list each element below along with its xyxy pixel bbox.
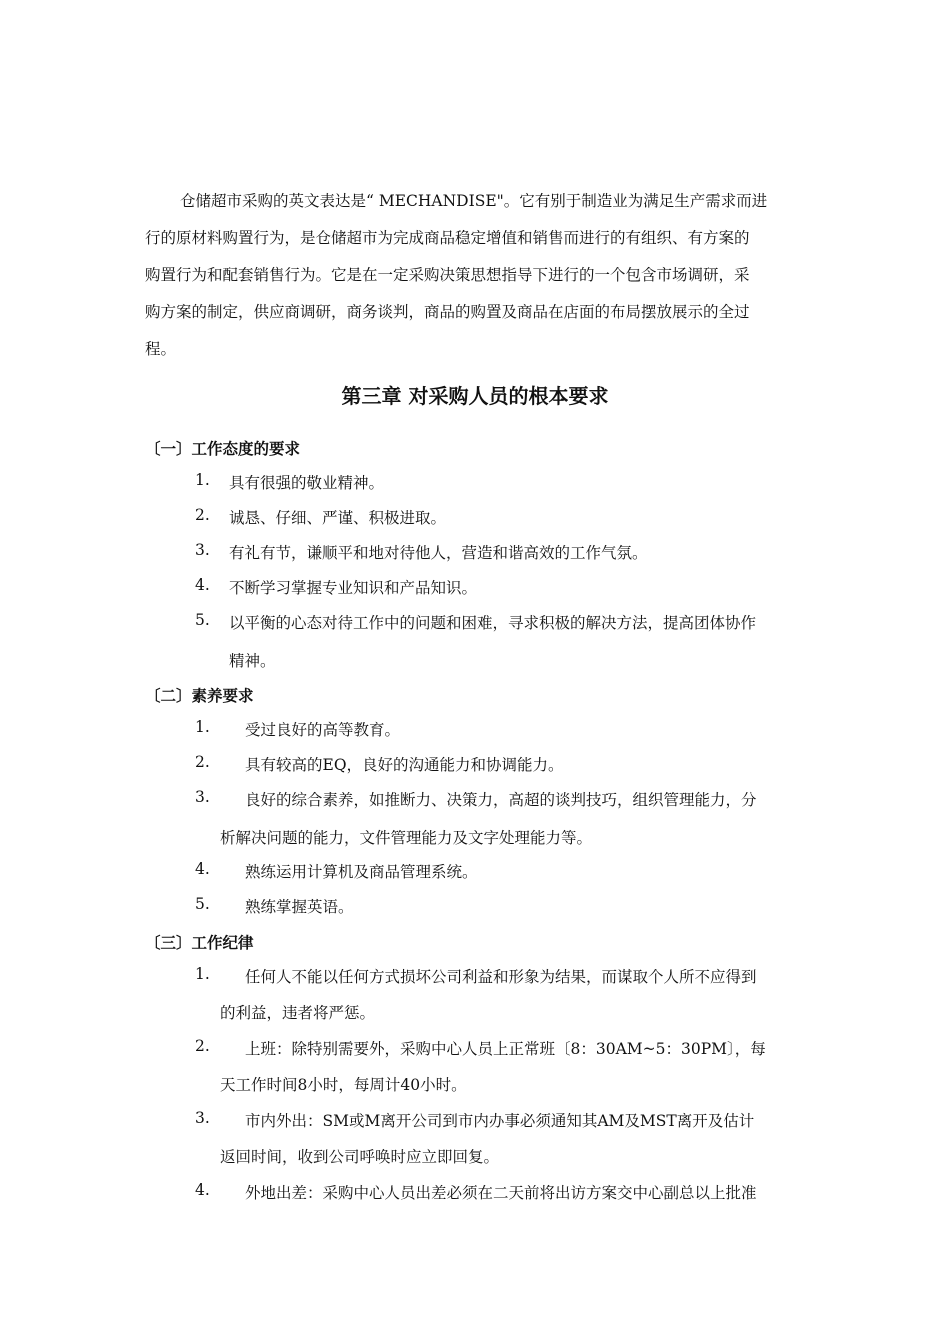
list-item: 市内外出：SM或M离开公司到市内办事必须通知其AM及MST离开及估计 — [245, 1112, 755, 1130]
list-item-continuation: 析解决问题的能力，文件管理能力及文字处理能力等。 — [220, 829, 593, 847]
list-item: 受过良好的高等教育。 — [245, 721, 401, 739]
list-item-continuation: 天工作时间8小时，每周计40小时。 — [220, 1076, 467, 1094]
list-item: 上班：除特别需要外，采购中心人员上正常班〔8：30AM~5：30PM〕，每 — [245, 1040, 766, 1058]
list-number: 2. — [195, 753, 210, 771]
intro-paragraph — [145, 183, 807, 368]
list-number: 3. — [195, 541, 210, 559]
intro-line: 购置行为和配套销售行为。它是在一定采购决策思想指导下进行的一个包含市场调研，采 — [145, 266, 750, 284]
section-heading: 〔三〕工作纪律 — [145, 934, 254, 952]
list-item: 具有很强的敬业精神。 — [229, 474, 385, 492]
list-item: 不断学习掌握专业知识和产品知识。 — [229, 579, 478, 597]
list-item: 有礼有节，谦顺平和地对待他人，营造和谐高效的工作气氛。 — [229, 544, 648, 562]
intro-line: 行的原材料购置行为，是仓储超市为完成商品稳定增值和销售而进行的有组织、有方案的 — [145, 229, 750, 247]
list-number: 3. — [195, 788, 210, 806]
chapter-title: 第三章 对采购人员的根本要求 — [341, 384, 609, 408]
list-item: 具有较高的EQ，良好的沟通能力和协调能力。 — [245, 756, 564, 774]
list-number: 1. — [195, 471, 210, 489]
list-number: 2. — [195, 506, 210, 524]
section-heading: 〔二〕素养要求 — [145, 687, 254, 705]
list-number: 5. — [195, 895, 210, 913]
list-number: 1. — [195, 965, 210, 983]
list-item: 熟练运用计算机及商品管理系统。 — [245, 863, 478, 881]
list-item: 任何人不能以任何方式损坏公司利益和形象为结果，而谋取个人所不应得到 — [245, 968, 757, 986]
list-item-continuation: 的利益，违者将严惩。 — [220, 1004, 376, 1022]
list-item: 良好的综合素养，如推断力、决策力，高超的谈判技巧，组织管理能力，分 — [245, 791, 757, 809]
list-item-continuation: 精神。 — [229, 652, 276, 670]
intro-line: 程。 — [145, 340, 177, 358]
list-number: 2. — [195, 1037, 210, 1055]
list-number: 3. — [195, 1109, 210, 1127]
list-number: 1. — [195, 718, 210, 736]
list-item: 诚恳、仔细、严谨、积极进取。 — [229, 509, 447, 527]
list-item: 熟练掌握英语。 — [245, 898, 354, 916]
list-number: 4. — [195, 1181, 210, 1199]
list-item: 外地出差：采购中心人员出差必须在二天前将出访方案交中心副总以上批准 — [245, 1184, 757, 1202]
list-number: 4. — [195, 860, 210, 878]
list-item: 以平衡的心态对待工作中的问题和困难，寻求积极的解决方法，提高团体协作 — [229, 614, 757, 632]
intro-line: 购方案的制定，供应商调研，商务谈判，商品的购置及商品在店面的布局摆放展示的全过 — [145, 303, 750, 321]
section-heading: 〔一〕工作态度的要求 — [145, 440, 301, 458]
list-item-continuation: 返回时间，收到公司呼唤时应立即回复。 — [220, 1148, 500, 1166]
list-number: 5. — [195, 611, 210, 629]
intro-line: 仓储超市采购的英文表达是“ MECHANDISE"。它有别于制造业为满足生产需求而进 — [180, 192, 768, 210]
list-number: 4. — [195, 576, 210, 594]
